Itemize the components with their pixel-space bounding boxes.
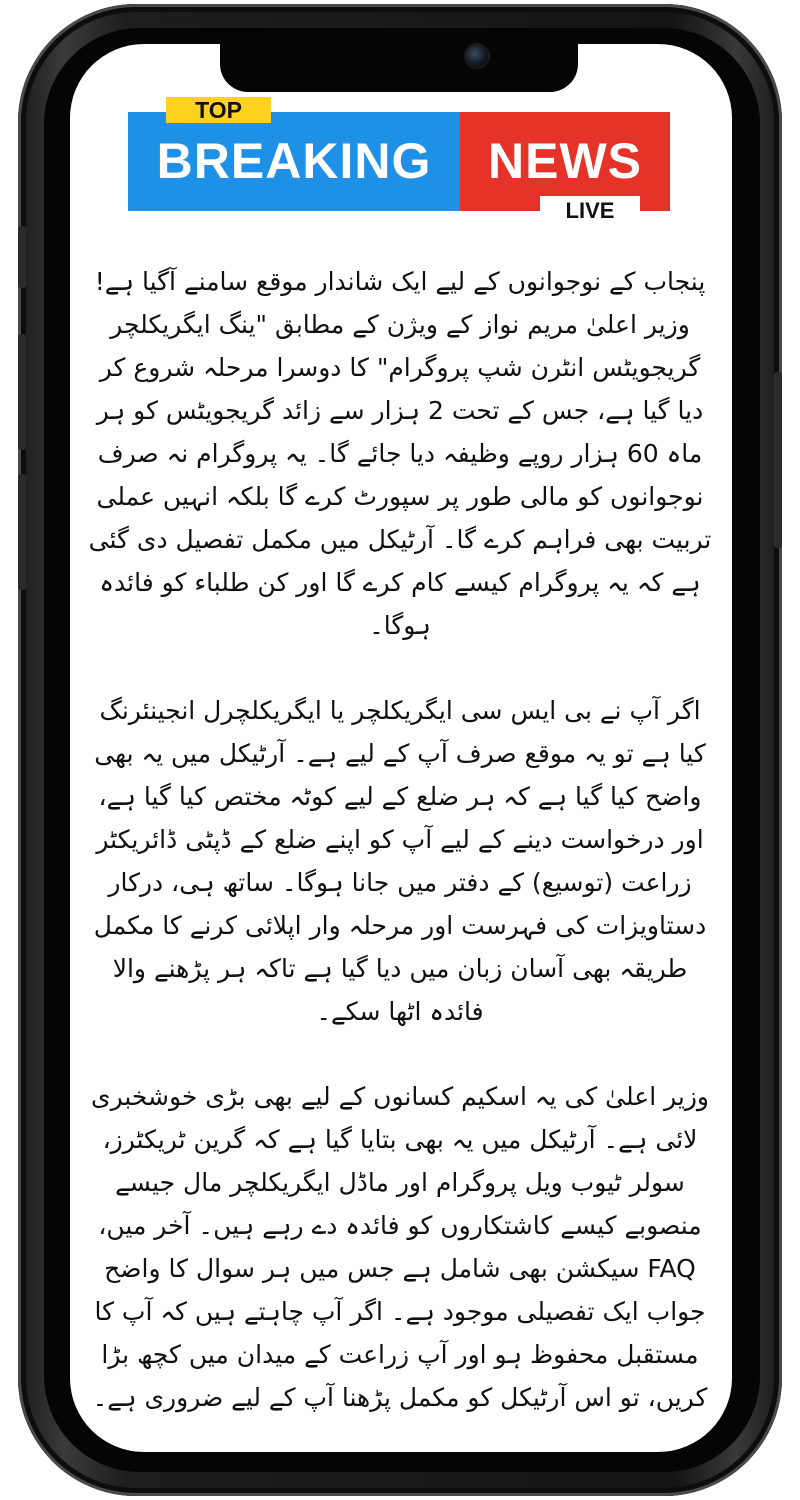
live-tag: LIVE xyxy=(540,196,640,224)
breaking-label: BREAKING xyxy=(128,112,460,211)
article-paragraph: اگر آپ نے بی ایس سی ایگریکلچر یا ایگریکلچرل انجینئرنگ کیا ہے تو یہ موقع صرف آپ کے لیے ہے۔ آرٹیکل میں یہ بھی واضح کیا گیا ہے کہ ہر ضلع کے لیے کوٹہ مختص کیا گیا ہے، اور درخواست دینے کے لیے آپ کو اپنے ضلع کے ڈپٹی ڈائریکٹر زراعت (توسیع) کے دفتر میں جانا ہوگا۔ ساتھ ہی، درکار دستاویزات کی فہرست اور مرحلہ وار اپلائی کرنے کا مکمل طریقہ بھی آسان زبان میں دیا گیا ہے تاکہ ہر پڑھنے والا فائدہ اٹھا سکے۔ xyxy=(93,696,707,1026)
volume-down-button xyxy=(18,474,26,590)
news-label: NEWS xyxy=(460,112,670,211)
volume-up-button xyxy=(18,334,26,450)
article-body xyxy=(84,260,716,1461)
power-button xyxy=(774,372,782,548)
article-paragraph: پنجاب کے نوجوانوں کے لیے ایک شاندار موقع سامنے آگیا ہے! وزیر اعلیٰ مریم نواز کے ویژن کے مطابق "ینگ ایگریکلچر گریجویٹس انٹرن شپ پروگرام" کا دوسرا مرحلہ شروع کر دیا گیا ہے، جس کے تحت 2 ہزار سے زائد گریجویٹس کو ہر ماہ 60 ہزار روپے وظیفہ دیا جائے گا۔ یہ پروگرام نہ صرف نوجوانوں کو مالی طور پر سپورٹ کرے گا بلکہ انہیں عملی تربیت بھی فراہم کرے گا۔ آرٹیکل میں مکمل تفصیل دی گئی ہے کہ یہ پروگرام کیسے کام کرے گا اور کن طلباء کو فائدہ ہوگا۔ xyxy=(88,267,712,640)
top-tag: TOP xyxy=(166,97,271,123)
notch xyxy=(220,42,578,92)
silent-switch xyxy=(18,226,26,288)
front-camera-icon xyxy=(466,45,488,67)
article-paragraph: وزیر اعلیٰ کی یہ اسکیم کسانوں کے لیے بھی بڑی خوشخبری لائی ہے۔ آرٹیکل میں یہ بھی بتایا گیا ہے کہ گرین ٹریکٹرز، سولر ٹیوب ویل پروگرام اور ماڈل ایگریکلچر مال جیسے منصوبے کیسے کاشتکاروں کو فائدہ دے رہے ہیں۔ آخر میں، FAQ سیکشن بھی شامل ہے جس میں ہر سوال کا واضح جواب ایک تفصیلی موجود ہے۔ اگر آپ چاہتے ہیں کہ آپ کا مستقبل محفوظ ہو اور آپ زراعت کے میدان میں کچھ بڑا کریں، تو اس آرٹیکل کو مکمل پڑھنا آپ کے لیے ضروری ہے۔ xyxy=(91,1082,709,1412)
